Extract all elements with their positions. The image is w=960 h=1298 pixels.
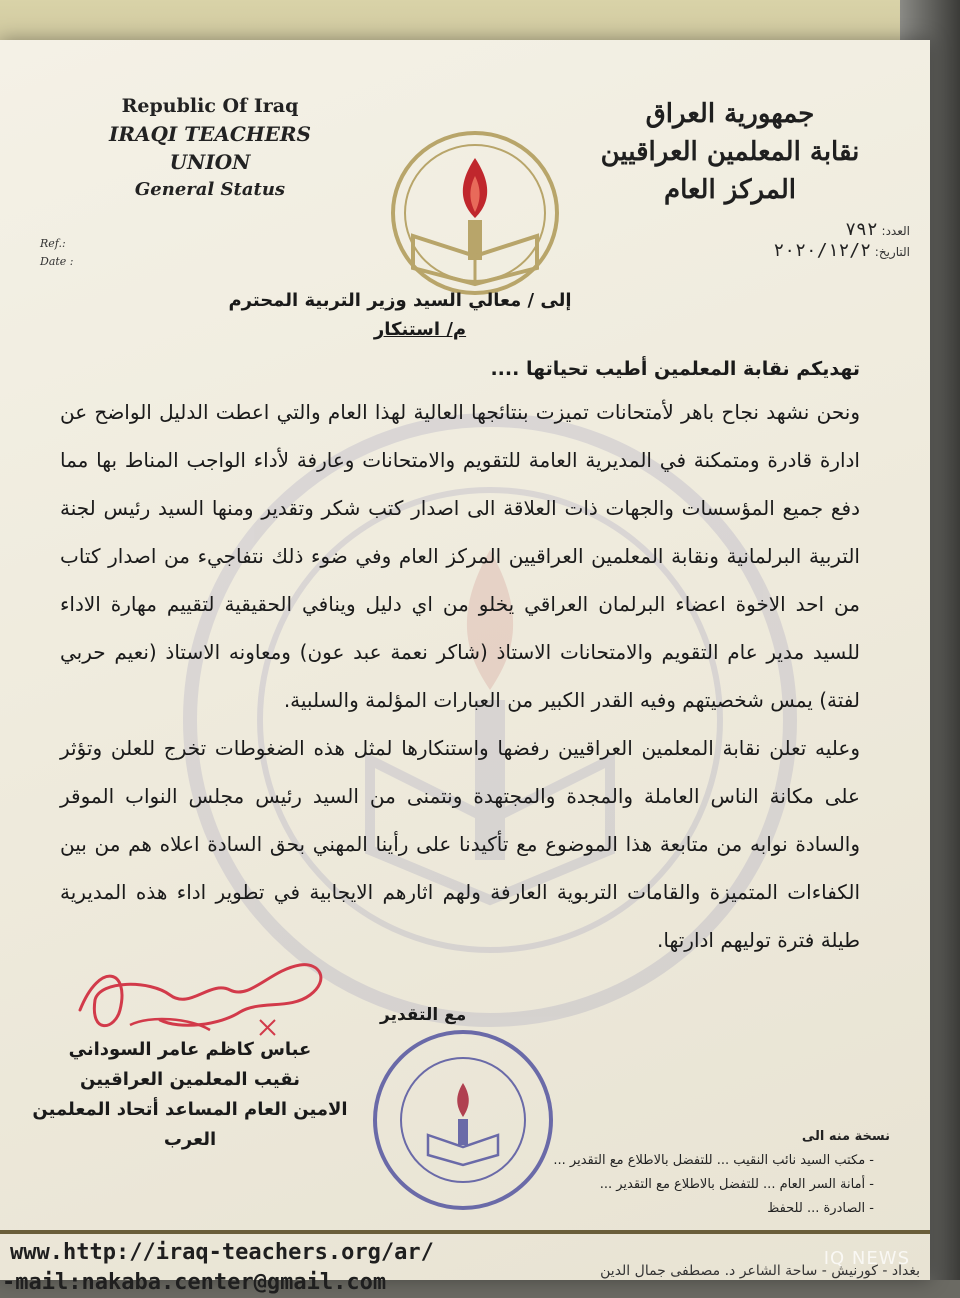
header-en-union: IRAQI TEACHERS UNION [108, 122, 311, 174]
closing-phrase: مع التقدير [380, 1005, 467, 1025]
letter-body [60, 290, 860, 964]
signatory-block [20, 1035, 360, 1155]
reference-english [40, 235, 74, 271]
handwritten-signature-icon [60, 940, 340, 1050]
ar-number-label: العدد: [881, 224, 910, 238]
news-watermark: IQ NEWS [823, 1248, 910, 1269]
copies-block [510, 1125, 890, 1221]
header-en-status: General Status [134, 179, 286, 200]
copies-item: - أمانة السر العام ... للتفضل بالاطلاع مع التقدير ... [510, 1173, 874, 1197]
footer-address: بغداد - كورنيش - ساحة الشاعر د. مصطفى جمال الدين [600, 1263, 920, 1279]
footer-website: www.http://iraq-teachers.org/ar/ [10, 1240, 434, 1265]
date-label: Date : [40, 255, 74, 268]
ar-date-label: التاريخ: [874, 245, 910, 259]
ar-number-value: ٧٩٢ [845, 219, 878, 240]
letter-subject [60, 319, 860, 340]
header-ar-status: المركز العام [663, 175, 796, 205]
header-arabic [570, 95, 890, 209]
copies-list [510, 1149, 890, 1221]
letter-subject-text: م/ استنكار [373, 319, 467, 340]
footer-contact [2, 1238, 434, 1298]
copies-item: - مكتب السيد نائب النقيب ... للتفضل بالاطلاع مع التقدير ... [510, 1149, 874, 1173]
ref-label: Ref.: [40, 237, 66, 250]
copies-item: - الصادرة ... للحفظ [510, 1197, 874, 1221]
reference-arabic [690, 220, 910, 262]
union-logo-icon [355, 128, 595, 298]
footer-email: -mail:nakaba.center@gmail.com [2, 1270, 387, 1295]
signatory-name: عباس كاظم عامر السوداني [68, 1039, 312, 1060]
signatory-role: الامين العام المساعد أتحاد المعلمين العرب [32, 1099, 348, 1150]
letter-paper [0, 40, 930, 1295]
letter-addressee: إلى / معالي السيد وزير التربية المحترم [228, 290, 572, 311]
copies-title: نسخة منه الى [801, 1129, 890, 1144]
letter-greeting: تهديكم نقابة المعلمين أطيب تحياتها .... [490, 358, 860, 380]
footer-divider [0, 1230, 930, 1234]
letter-paragraph-1: ونحن نشهد نجاح باهر لأمتحانات تميزت بنتائجها العالية لهذا العام والتي اعطت الدليل الواضح عن ادارة قادرة ومتمكنة في المديرية العامة للتقويم والامتحانات وعارفة لأداء الواجب المناط بها مما دفع جميع المؤسسات والجهات ذات العلاقة الى اصدار كتب شكر وتقدير ومنها السيد رئيس لجنة التربية البرلمانية ونقابة المعلمين العراقيين المركز العام وفي ضوء ذلك نتفاجيء من اصدار كتاب من احد الاخوة اعضاء البرلمان العراقي يخلو من اي دليل وينافي الحقيقية لتقييم مهارة الاداء للسيد مدير عام التقويم والامتحانات الاستاذ (شاكر نعمة عبد عون) ومعاونه الاستاذ (نعيم حربي لفتة) يمس شخصيتهم وفيه القدر الكبير من العبارات المؤلمة والسلبية. [60, 400, 860, 712]
header-ar-union: نقابة المعلمين العراقيين [600, 137, 860, 167]
header-english [80, 92, 340, 204]
signatory-title: نقيب المعلمين العراقيين [80, 1069, 300, 1090]
ar-date-value: ٢٠٢٠/١٢/٢ [773, 240, 871, 261]
header-ar-country: جمهورية العراق [645, 99, 815, 129]
header-en-country: Republic Of Iraq [121, 95, 299, 117]
letter-paragraph-2: وعليه تعلن نقابة المعلمين العراقيين رفضها واستنكارها لمثل هذه الضغوطات تخرج للعلن وتؤثر على مكانة الناس العاملة والمجدة والمجتهدة ونتمنى من السيد رئيس مجلس النواب الموقر والسادة نوابه من متابعة هذا الموضوع مع تأكيدنا على رأينا المهني بحق السادة اعلاه هم من بين الكفاءات المتميزة والقامات التربوية العارفة ولهم اثارهم الايجابية في تطوير اداء هذه المديرية طيلة فترة توليهم ادارتها. [60, 736, 860, 952]
